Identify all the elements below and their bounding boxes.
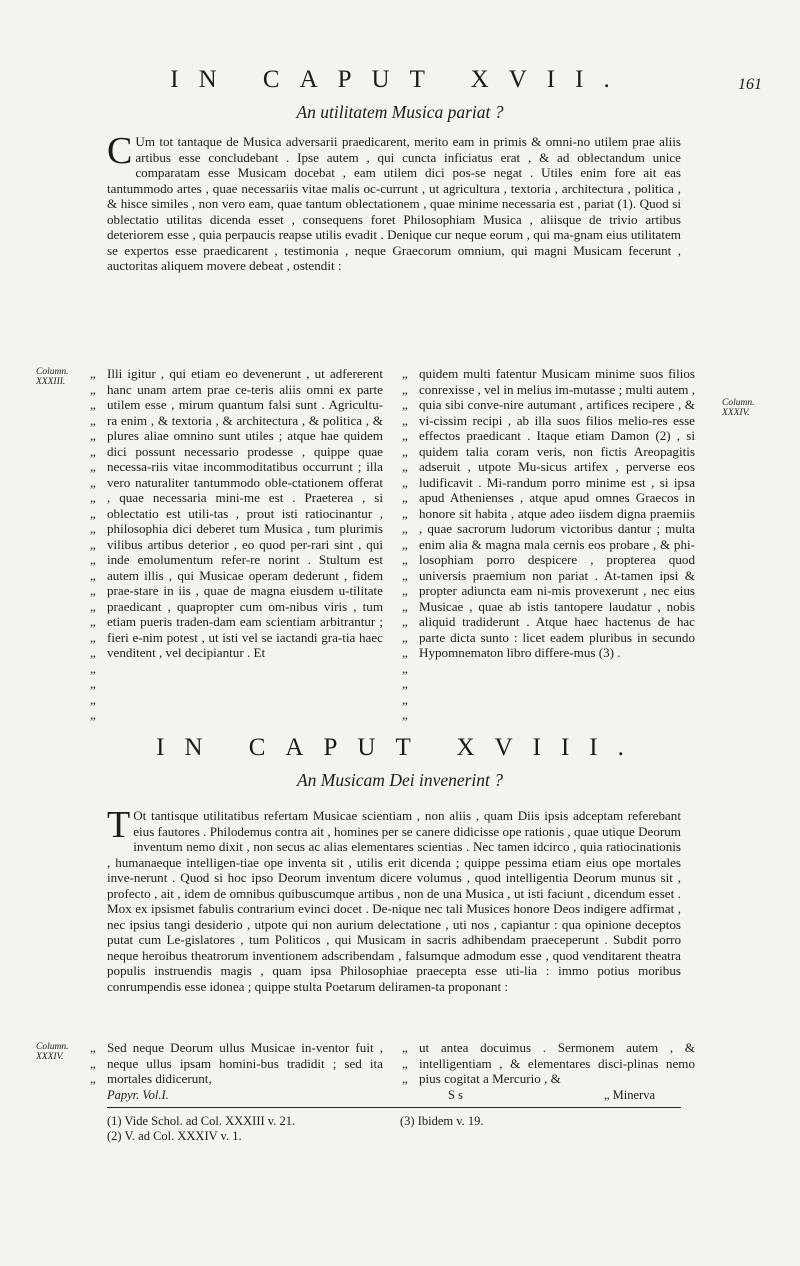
quote-column-left-xvii	[90, 366, 383, 726]
quote-text-left-xvii: Illi igitur , qui etiam eo devenerunt , ut adfererent hanc unam artem prae ce-teris aliis omni ex parte utilem esse , mirum quantum falsi sunt . Agricultu-ra enim , & textoria , & architectura , & politica , & plures aliae omnino sunt utiles ; atque hae quidem dici possunt necessario prodesse , quippe quae necessa-riis vitae incommoditatibus occurrunt ; illa vero naturaliter tantummodo oble-ctationem offerat , quae necessaria mini-me est . Praeterea , si oblectatio est utili-tas , prout isti ratiocinantur , philosophia dici deberet tum Musica , tum plurimis vilibus artibus deterior , eo quod per-rari sint , qui inde emolumentum refer-re norint . Stultum est autem illis , qui Musicae operam dederunt , fidem prae-stare in iis , quae de magna eiusdem u-tilitate praedicant , quapropter cum om-nibus viris , tum etiam pueris traden-dam eam scientiam arbitrantur ; fieri e-nim potest , ut isti vel se iactandi gra-tia haec venditent , vel decipiantur . Et	[107, 366, 383, 660]
section-heading-xvii: IN CAPUT XVII.	[170, 66, 630, 93]
intro-text-xviii: Ot tantisque utilitatibus refertam Musicae scientiam , non aliis , quam Diis ipsis adceptam referebant eius fautores . Philodemus contra ait , homines per se canere didicisse ope rationis , quae utique Deorum inventum nemo dixit , non secus ac alias elementares scientias . Nec tamen idcirco , quia ratiocinationis , humanaeque intelligen-tiae ope inventa sit , utilis erit dicenda ; quippe pessima etiam eius ope mortales inve-nerunt . Quod si hoc ipso Deorum inventum dicere volumus , quod intelligentia Deorum munus sit , profecto , ait , idem de omnibus quibuscumque artibus , non de una Musica , ut isti faciunt , dicendum esset . Mox ex ipsismet fabulis contrarium evinci docet . De-nique nec tali Musices honore Deos indigere adfirmat , nec ipsius tangi desiderio , utpote qui non aurium delectatione , uti nos , capiantur : qua opinione deceptos putat cum Le-gislatores , tum Politicos , qui Musicam in sacris adhibendam praeceperunt . Subdit porro neque heroibus theatrorum inventionem adscribendam , falsumque admodum esse , quod venditarent theatra populis instruendis magis , quam ipsa Philosophiae praecepta esse uti-lia : immo potius moribus conrumpendis esse idonea ; quippe stulta Poetarum deliramen-ta proponant :	[107, 808, 681, 994]
catchword: „ Minerva	[604, 1088, 656, 1102]
quotation-marks	[90, 366, 107, 726]
quotation-marks	[90, 1040, 107, 1088]
section-subtitle-xviii: An Musicam Dei invenerint ?	[296, 770, 504, 790]
quote-column-left-xviii	[90, 1040, 383, 1088]
intro-paragraph-xvii	[107, 130, 681, 274]
quotation-marks	[402, 366, 419, 726]
page-number: 161	[738, 76, 762, 93]
section-subtitle-xvii: An utilitatem Musica pariat ?	[296, 102, 504, 122]
quote-column-right-xvii	[402, 366, 695, 726]
section-heading-xviii: IN CAPUT XVIII.	[156, 734, 644, 761]
footnote-rule	[107, 1107, 681, 1108]
quote-text-right-xvii: quidem multi fatentur Musicam minime suos filios conrexisse , vel in melius im-mutasse ; multi autem , quia sibi conve-nire autumant , artifices recipere , & vi-cissim recipi , ab illa suos filios melio-res esse effectos praedicant . Itaque etiam Damon (2) , si quidem talia coram veris, non fictis Areopagitis adseruit , utpote Mu-sicus artifex , perverse eos ludificavit . Mi-randum porro minime est , si ipsa apud Athenienses , atque apud omnes Graecos in honore sit habita , atque adeo iisdem digna praemiis , quae sacrorum ludorum victoribus dantur ; multa enim alia & magna mala cernis eos probare , & phi-losophiam porro despicere , propterea quod universis praemium non pariat . At-tamen ipsi & propter adiuncta eam ni-mis provexerunt , nec eius Musicae , quae ab istis tantopere laudatur , nobis aliquid tradiderunt . Atque haec hactenus de hac parte dicta sunto : licet eadem pluribus in secundo Hypomnematon libro differe-mus (3) .	[419, 366, 696, 660]
quote-text-right-xviii: ut antea docuimus . Sermonem autem , & intelligentiam , & elementares disci-plinas nemo pius cogitat a Mercurio , &	[419, 1040, 695, 1086]
margin-note-column-xxxiii: Column. XXXIII.	[36, 367, 69, 387]
footnote-2: (2) V. ad Col. XXXIV v. 1.	[107, 1129, 242, 1143]
intro-paragraph-xviii	[107, 804, 681, 994]
quotation-marks	[402, 1040, 419, 1088]
footnote-3: (3) Ibidem v. 19.	[400, 1114, 484, 1128]
intro-text-xvii: Um tot tantaque de Musica adversarii praedicarent, merito eam in primis & omni-no utilem prae aliis artibus esse concludebant . Ipse autem , qui cuncta inficiatus erat , & ad oblectandum unice comparatam esse Musicam docebat , eam utilem dici pos-se negat . Utiles enim fore ait eas tantummodo artes , quae necessariis vitae malis oc-currunt , ut agricultura , textoria , architectura , politica , & hisce similes , non vero eam, quae tantum oblectationem , quae minime necessaria est , pariat (1). Quod si oblectatio utilitas dicenda esset , consequens foret Philosophiam Musica , aliisque de trivio artibus deteriorem esse , quia perpaucis reapse utilis evadit . Denique cur neque eorum , qui ma-gnam eius utilitatem se expertos esse praedicarent , testimonia , neque Graecorum omnium, qui magni Musicam fecerunt , auctoritas aliquem movere debeat , ostendit :	[107, 134, 681, 273]
signature-mark: Papyr. Vol.I.	[107, 1088, 169, 1102]
drop-cap-c: C	[107, 130, 133, 172]
quote-text-left-xviii: Sed neque Deorum ullus Musicae in-ventor fuit , neque ullus ipsam homini-bus tradidit ; sed ita mortales didicerunt,	[107, 1040, 383, 1086]
margin-note-column-xxxiv: Column. XXXIV.	[722, 398, 755, 418]
drop-cap-t: T	[107, 804, 131, 846]
footnote-1: (1) Vide Schol. ad Col. XXXIII v. 21.	[107, 1114, 296, 1128]
margin-note-column-xxxiv-lower: Column. XXXIV.	[36, 1042, 69, 1062]
quote-column-right-xviii	[402, 1040, 695, 1088]
signature-letters: S s	[448, 1088, 463, 1102]
